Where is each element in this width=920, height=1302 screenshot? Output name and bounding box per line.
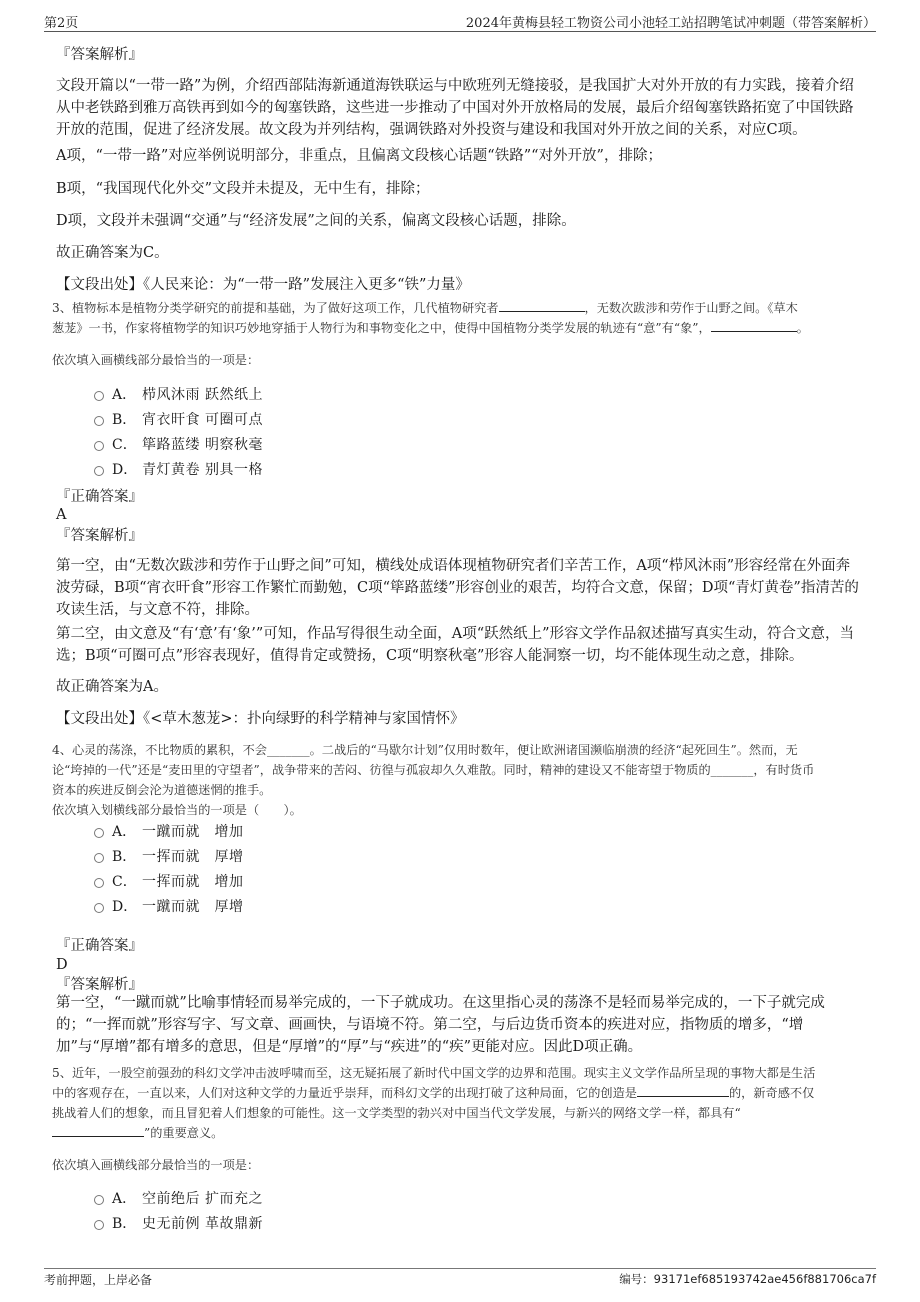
q4-answer-label: 『正确答案』 (56, 938, 143, 954)
q4-answer: D (56, 957, 68, 973)
q4-option-d[interactable]: D． 一蹴而就 厚增 (94, 895, 244, 917)
radio-icon[interactable] (94, 1195, 104, 1205)
footer-serial: 编号：93171ef685193742ae456f881706ca7f (619, 1272, 876, 1286)
radio-icon[interactable] (94, 391, 104, 401)
q3-option-d[interactable]: D． 青灯黄卷 别具一格 (94, 458, 263, 480)
q4-analysis: 第一空，“一蹴而就”比喻事情轻而易举完成的，一下子就成功。在这里指心灵的荡涤不是轻而易举完成的，一下子就完成 的；“一挥而就”形容写字、写文章、画画快，与语境不符。第二空，与后边货币资本的疾进对应，指物质的增多，“增 加”与“厚增”都有增多的意思，但是“厚增”的“厚”与“疾进”的“疾”更能对应。因此D项正确。 (56, 995, 825, 1055)
radio-icon[interactable] (94, 1220, 104, 1230)
q5-prompt: 依次填入画横线部分最恰当的一项是： (52, 1158, 260, 1172)
q5-option-b[interactable]: B． 史无前例 革故鼎新 (94, 1212, 263, 1234)
q5-stem: 5、近年，一股空前强劲的科幻文学冲击波呼啸而至，这无疑拓展了新时代中国文学的边界和范围。现实主义文学作品所呈现的事物大都是生活 中的客观存在，一直以来，人们对这种文学的力量近乎崇拜，而科幻文学的出现打破了这种局面，它的创造是 的，新奇感不仅 挑战着人们的想象，而且冒犯着人们想象的可能性。这一文学类型的勃兴对中国当代文学发展，与新兴的网络文学一样，都具有“ ”的重要意义。 (52, 1066, 816, 1140)
q2-conclusion: 故正确答案为C。 (56, 245, 169, 261)
q2-analysis-b: B项，“我国现代化外交”文段并未提及，无中生有，排除； (56, 181, 430, 197)
q3-analysis-p2: 第二空，由文意及“有‘意’有‘象’”可知，作品写得很生动全面，A项“跃然纸上”形容文学作品叙述描写真实生动，符合文意，当选；B项“可圈可点”形容表现好，值得肯定或赞扬，C项“明察秋毫”形容人能洞察一切，均不能体现生动之意，排除。 (56, 626, 855, 664)
page-number: 第2页 (44, 16, 79, 31)
q3-answer: A (56, 507, 67, 523)
q3-blank-2 (711, 331, 797, 332)
q3-option-b[interactable]: B． 宵衣旰食 可圈可点 (94, 408, 263, 430)
q4-stem: 4、心灵的荡涤，不比物质的累积，不会_______。二战后的“马歇尔计划”仅用时数年，便让欧洲诸国濒临崩溃的经济“起死回生”。然而，无 论“垮掉的一代”还是“麦田里的守望者”，战争带来的苦闷、彷徨与孤寂却久久难散。同时，精神的建设又不能寄望于物质的_______，有时货币 资本的疾进反倒会沦为道德迷惘的推手。 (52, 743, 815, 797)
q4-option-a[interactable]: A． 一蹴而就 增加 (94, 820, 244, 842)
q3-conclusion: 故正确答案为A。 (56, 679, 168, 695)
document-title: 2024年黄梅县轻工物资公司小池轻工站招聘笔试冲刺题（带答案解析） (465, 16, 876, 31)
q3-option-a[interactable]: A． 栉风沐雨 跃然纸上 (94, 383, 263, 405)
radio-icon[interactable] (94, 878, 104, 888)
q5-blank-1 (637, 1096, 729, 1097)
q3-options (94, 383, 263, 480)
radio-icon[interactable] (94, 853, 104, 863)
q3-prompt: 依次填入画横线部分最恰当的一项是： (52, 353, 260, 367)
q3-analysis-label: 『答案解析』 (56, 528, 143, 544)
q2-analysis-a: A项，“一带一路”对应举例说明部分，非重点，且偏离文段核心话题“铁路”“对外开放”，排除； (56, 148, 662, 164)
q5-blank-2 (52, 1136, 144, 1137)
q4-prompt: 依次填入划横线部分最恰当的一项是（ ）。 (52, 803, 302, 817)
radio-icon[interactable] (94, 466, 104, 476)
radio-icon[interactable] (94, 441, 104, 451)
q5-options (94, 1187, 263, 1234)
q3-source: 【文段出处】《<草木葱茏>：扑向绿野的科学精神与家国情怀》 (56, 711, 465, 727)
q2-analysis-d: D项，文段并未强调“交通”与“经济发展”之间的关系，偏离文段核心话题，排除。 (56, 213, 576, 229)
q3-blank-1 (499, 311, 585, 312)
q2-analysis-p1: 文段开篇以“一带一路”为例，介绍西部陆海新通道海铁联运与中欧班列无缝接驳，是我国扩大对外开放的有力实践，接着介绍从中老铁路到雅万高铁再到如今的匈塞铁路，这些进一步推动了中国对外开放格局的发展，最后介绍匈塞铁路拓宽了中国铁路开放的范围，促进了经济发展。故文段为并列结构，强调铁路对外投资与建设和我国对外开放之间的关系，对应C项。 (56, 78, 854, 138)
q4-analysis-label: 『答案解析』 (56, 977, 143, 993)
radio-icon[interactable] (94, 903, 104, 913)
q3-stem: 3、植物标本是植物分类学研究的前提和基础，为了做好这项工作，几代植物研究者 ，无数次跋涉和劳作于山野之间。《草木 葱茏》一书，作家将植物学的知识巧妙地穿插于人物行为和事物变化之中，使得中国植物分类学发展的轨迹有“意”有“象”， 。 (52, 301, 809, 335)
q3-option-c[interactable]: C． 筚路蓝缕 明察秋毫 (94, 433, 263, 455)
q5-option-a[interactable]: A． 空前绝后 扩而充之 (94, 1187, 263, 1209)
q4-options (94, 820, 244, 917)
footer-slogan: 考前押题，上岸必备 (44, 1273, 153, 1287)
q3-answer-label: 『正确答案』 (56, 489, 143, 505)
q2-analysis-label: 『答案解析』 (56, 47, 143, 63)
radio-icon[interactable] (94, 828, 104, 838)
q2-source: 【文段出处】《人民来论：为“一带一路”发展注入更多“铁”力量》 (56, 277, 470, 293)
q4-option-c[interactable]: C． 一挥而就 增加 (94, 870, 244, 892)
header-divider (44, 31, 876, 32)
footer-divider (44, 1268, 876, 1269)
q3-analysis-p1: 第一空，由“无数次跋涉和劳作于山野之间”可知，横线处成语体现植物研究者们辛苦工作，A项“栉风沐雨”形容经常在外面奔波劳碌，B项“宵衣旰食”形容工作繁忙而勤勉，C项“筚路蓝缕”形容创业的艰苦，均符合文意，保留；D项“青灯黄卷”指清苦的攻读生活，与文意不符，排除。 (56, 558, 859, 618)
radio-icon[interactable] (94, 416, 104, 426)
q4-option-b[interactable]: B． 一挥而就 厚增 (94, 845, 244, 867)
